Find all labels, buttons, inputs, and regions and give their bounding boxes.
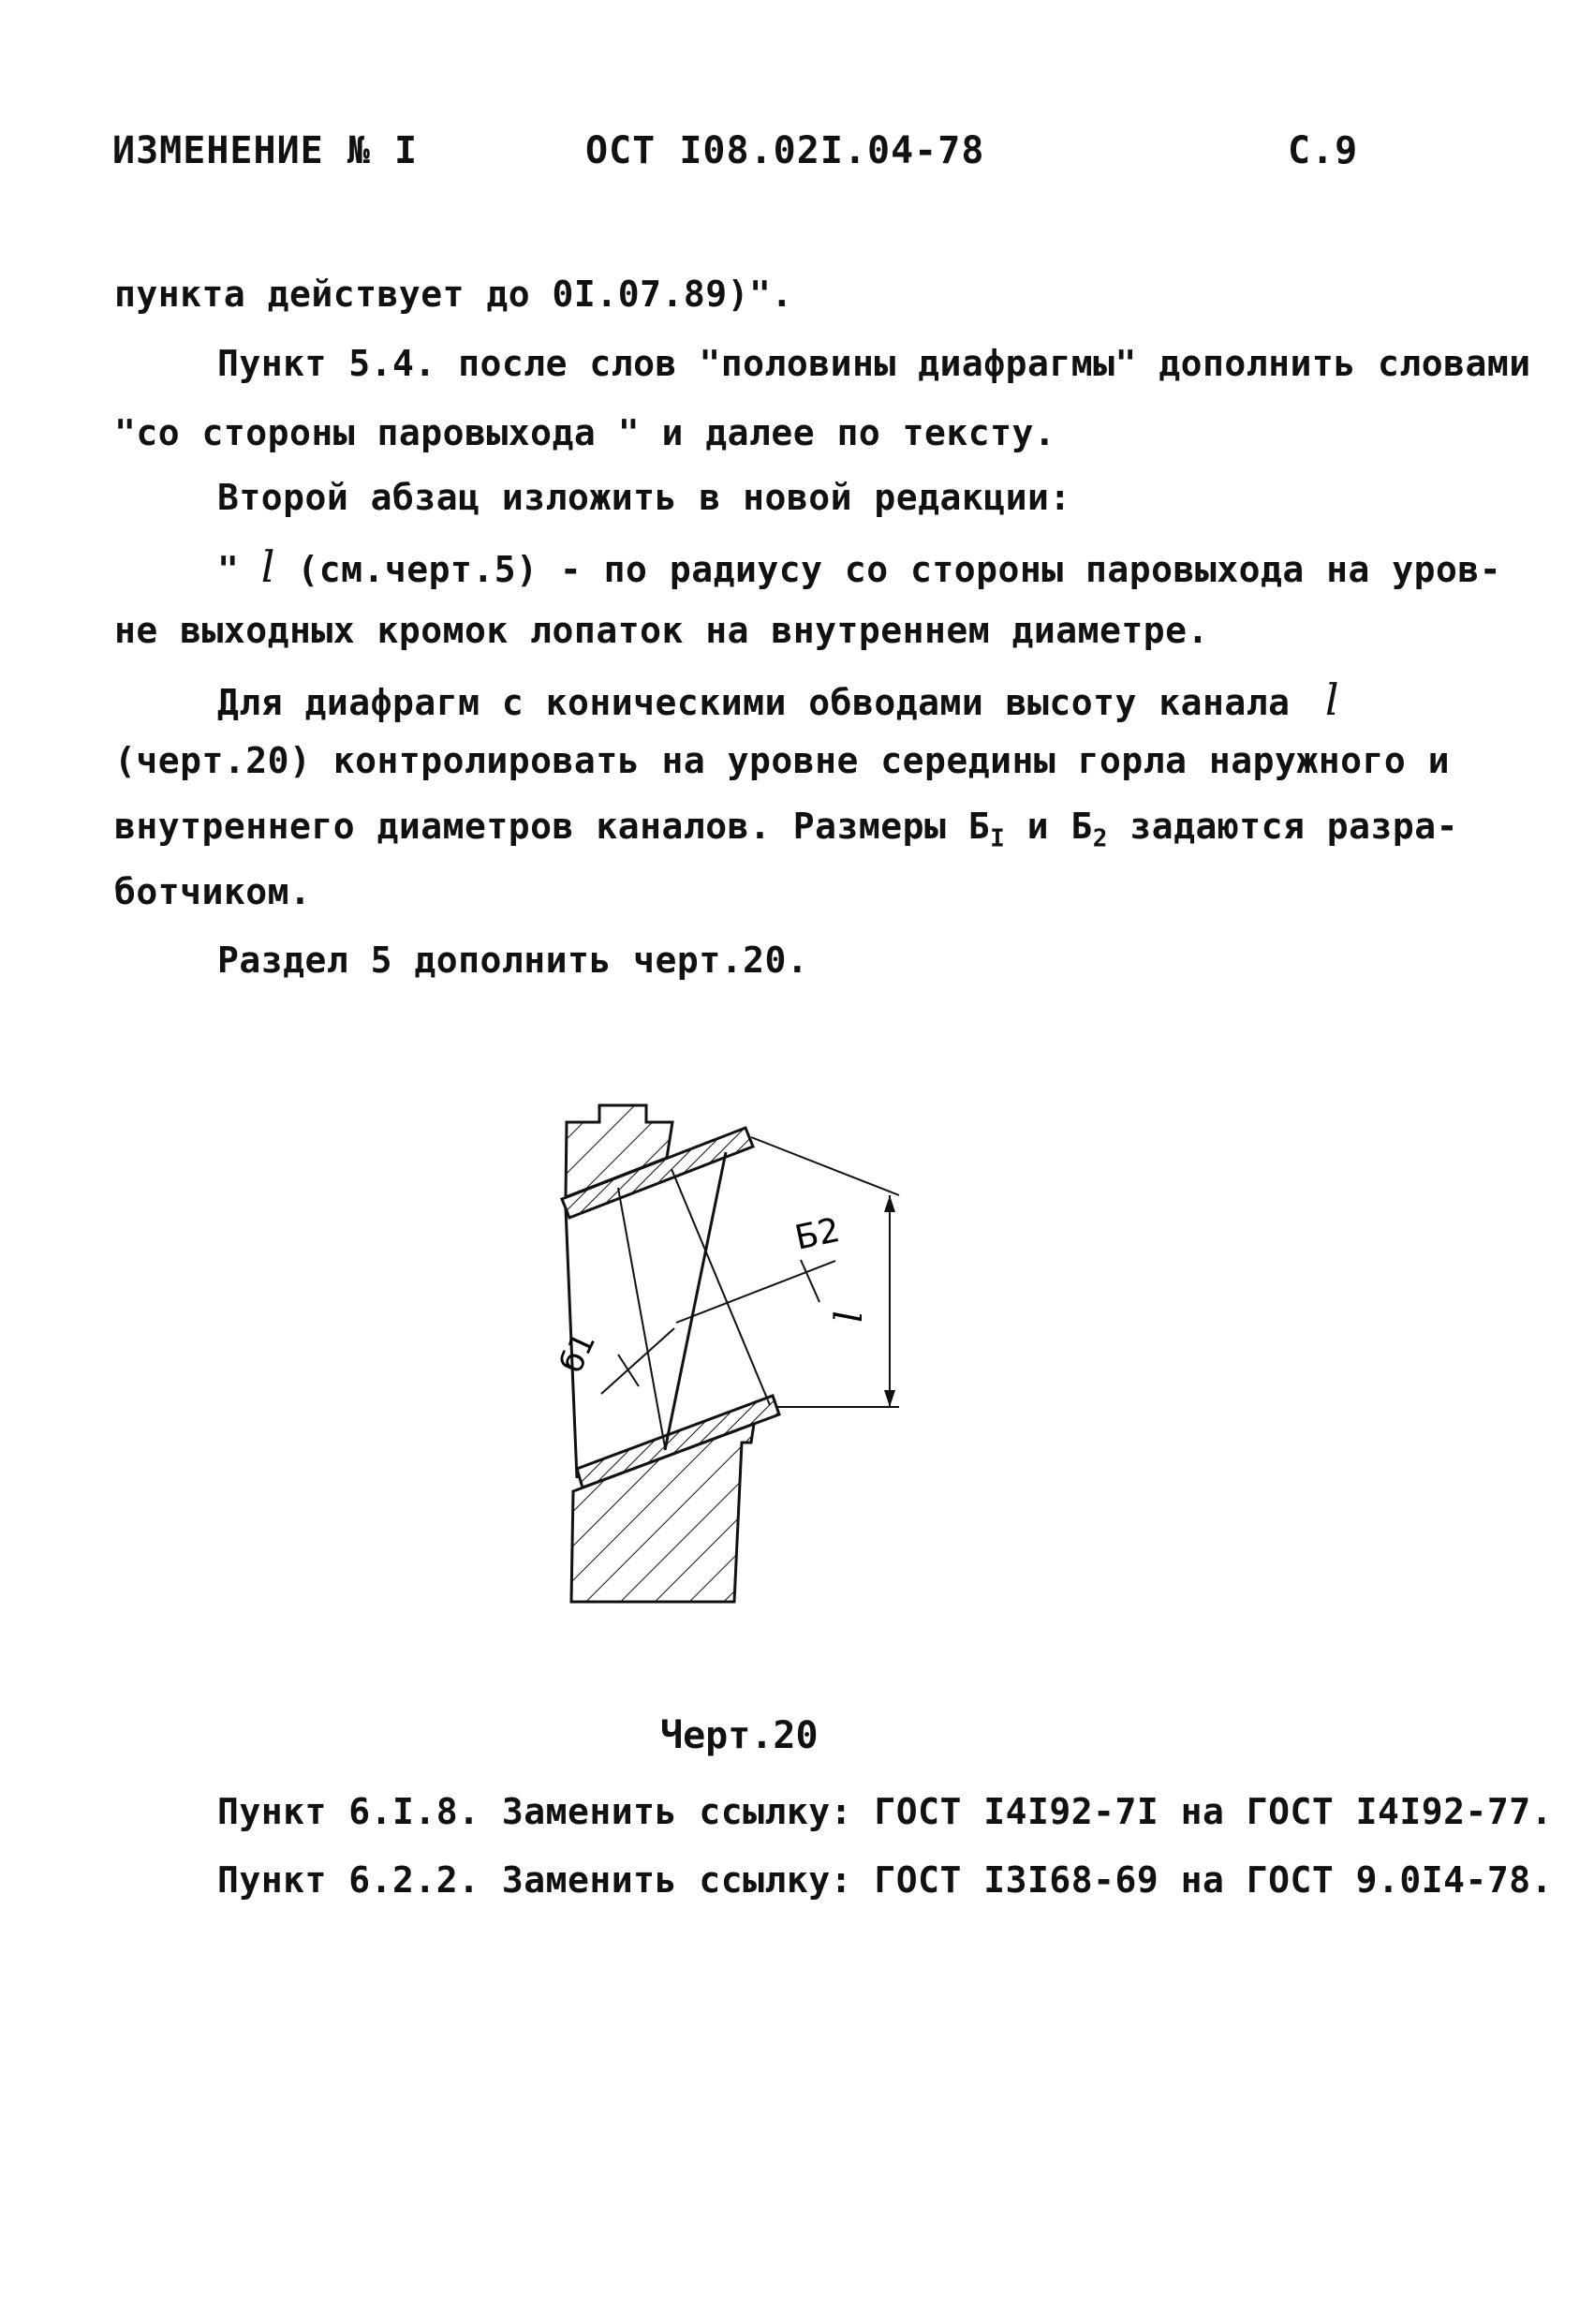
- arrow-down: [884, 1390, 895, 1407]
- text-line-9-c: задаются разра-: [1107, 806, 1458, 847]
- page-number: С.9: [1288, 129, 1359, 172]
- tick-b2: [801, 1260, 819, 1302]
- sub-b1: I: [990, 824, 1006, 853]
- tick-b1: [618, 1354, 639, 1386]
- channel-line-2: [665, 1152, 726, 1450]
- text-line-5-rest: (см.черт.5) - по радиусу со стороны паровыхода на уров-: [297, 549, 1502, 590]
- label-b1: б1: [552, 1326, 604, 1379]
- text-line-2: Пункт 5.4. после слов "половины диафрагмы" дополнить словами: [217, 343, 1531, 384]
- change-number: ИЗМЕНЕНИЕ № I: [112, 129, 419, 172]
- text-line-6: не выходных кромок лопаток на внутреннем диаметре.: [114, 610, 1209, 651]
- extension-top: [751, 1137, 899, 1195]
- technical-drawing: [524, 1077, 955, 1621]
- label-b2: Б2: [791, 1210, 844, 1258]
- text-line-3: "со стороны паровыхода " и далее по тексту.: [114, 412, 1056, 453]
- text-line-7-text: Для диафрагм с коническими обводами высоту канала: [217, 682, 1291, 723]
- figure-caption: Черт.20: [660, 1714, 819, 1757]
- text-line-9-b: и Б: [1005, 806, 1093, 847]
- footer-line-2: Пункт 6.2.2. Заменить ссылку: ГОСТ I3I68-69 на ГОСТ 9.0I4-78.: [217, 1859, 1554, 1901]
- symbol-l: l: [260, 541, 275, 592]
- text-line-9: [114, 806, 1458, 853]
- text-line-4: Второй абзац изложить в новой редакции:: [217, 477, 1071, 518]
- standard-code: ОСТ I08.02I.04-78: [585, 129, 985, 172]
- dimension-b2: [676, 1261, 835, 1323]
- text-line-7: [217, 674, 1339, 725]
- text-line-9-a: внутреннего диаметров каналов. Размеры Б: [114, 806, 991, 847]
- text-line-1: пункта действует до 0I.07.89)".: [114, 274, 793, 315]
- symbol-l-2: l: [1324, 674, 1340, 725]
- footer-line-1: Пункт 6.I.8. Заменить ссылку: ГОСТ I4I92-7I на ГОСТ I4I92-77.: [217, 1791, 1554, 1832]
- quote-mark: ": [217, 549, 240, 590]
- sub-b2: 2: [1092, 824, 1108, 853]
- text-line-5: [217, 541, 1501, 592]
- channel-line-3: [672, 1169, 770, 1405]
- text-line-11: Раздел 5 дополнить черт.20.: [217, 940, 809, 981]
- channel-line-4: [618, 1188, 665, 1447]
- arrow-up: [884, 1195, 895, 1212]
- label-l: l: [828, 1310, 871, 1323]
- text-line-8: (черт.20) контролировать на уровне середины горла наружного и: [114, 740, 1451, 781]
- text-line-10: ботчиком.: [114, 871, 312, 912]
